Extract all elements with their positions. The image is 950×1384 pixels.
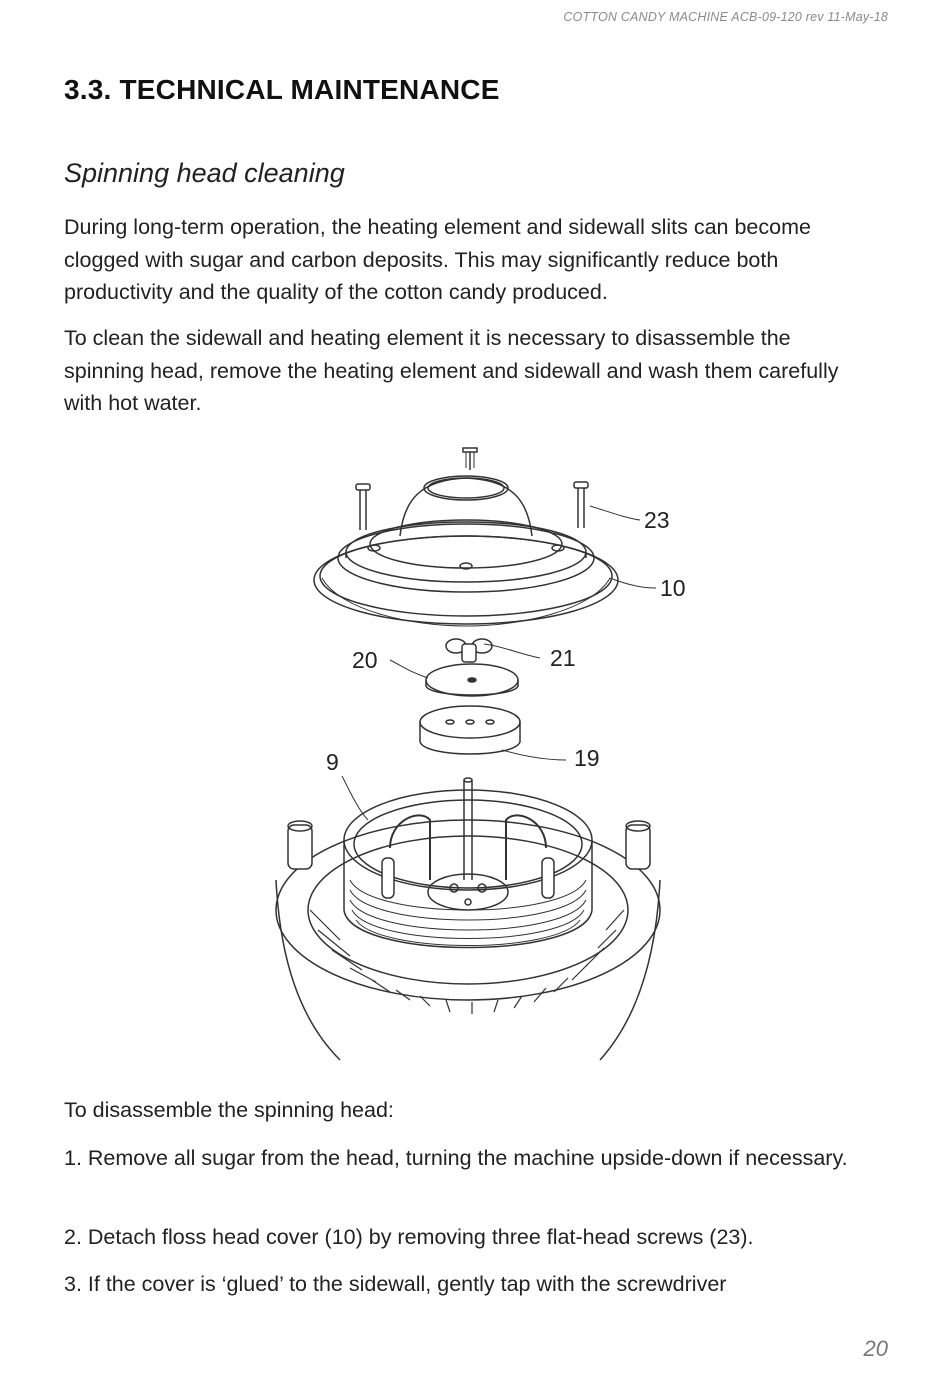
top-screw-drawing	[463, 448, 477, 470]
running-header: COTTON CANDY MACHINE ACB-09-120 rev 11-May-18	[563, 10, 888, 24]
callout-20: 20	[352, 647, 378, 673]
spinning-head-exploded-diagram	[240, 440, 700, 1080]
callout-10: 10	[660, 575, 686, 601]
washer-drawing	[426, 664, 518, 696]
instruction-step-1: 1. Remove all sugar from the head, turning the machine upside-down if necessary.	[64, 1146, 848, 1170]
base-with-heating-element-drawing	[276, 778, 660, 1060]
callout-21: 21	[550, 645, 576, 671]
screw-left-drawing	[356, 484, 370, 530]
callout-9: 9	[326, 749, 339, 775]
instruction-step-3: 3. If the cover is ‘glued’ to the sidewall, gently tap with the screwdriver	[64, 1272, 727, 1296]
callout-19: 19	[574, 745, 600, 771]
instruction-step-2: 2. Detach floss head cover (10) by removing three flat-head screws (23).	[64, 1225, 754, 1249]
subsection-title: Spinning head cleaning	[64, 158, 345, 188]
instructions-intro: To disassemble the spinning head:	[64, 1098, 394, 1122]
callout-23: 23	[644, 507, 670, 533]
wing-nut-drawing	[446, 639, 492, 662]
paragraph-clogging: During long-term operation, the heating element and sidewall slits can become clogged with sugar and carbon deposits. This may significantly reduce both productivity and the quality of the cotton candy produced.	[64, 215, 811, 304]
paragraph-cleaning-procedure: To clean the sidewall and heating element it is necessary to disassemble the spinning head, remove the heating element and sidewall and wash them carefully with hot water.	[64, 326, 839, 415]
page-number: 20	[863, 1336, 888, 1361]
screw-right-drawing	[574, 482, 588, 528]
section-title: 3.3. TECHNICAL MAINTENANCE	[64, 74, 500, 105]
hub-disc-drawing	[420, 706, 520, 754]
